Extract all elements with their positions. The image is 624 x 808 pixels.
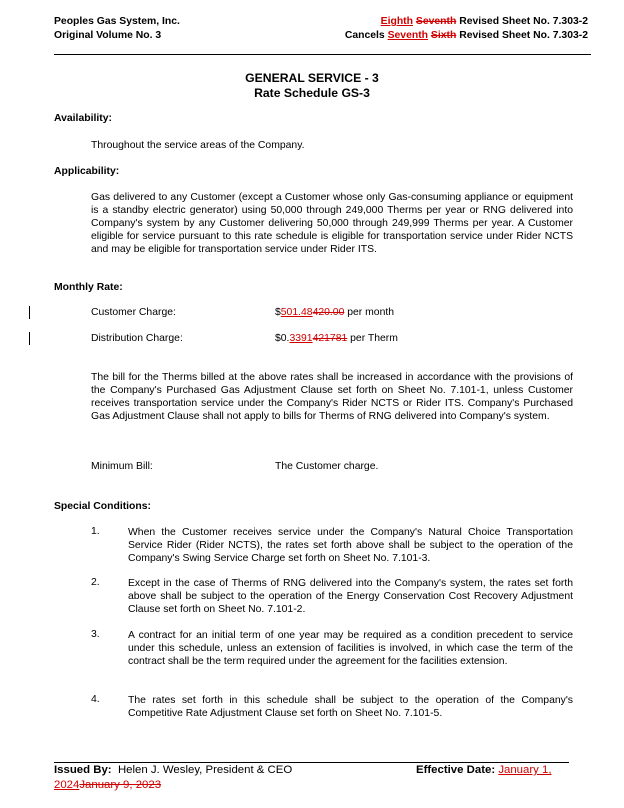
customer-charge-suffix: per month: [344, 307, 395, 318]
distribution-charge-label: Distribution Charge:: [91, 333, 183, 344]
issued-by-value: Helen J. Wesley, President & CEO: [111, 764, 293, 776]
distribution-charge-new: 3391: [289, 333, 313, 344]
condition-number: 3.: [91, 629, 100, 640]
effective-date-label: Effective Date:: [416, 764, 496, 776]
condition-number: 2.: [91, 577, 100, 588]
issued-by-label: Issued By:: [54, 764, 112, 776]
applicability-text: Gas delivered to any Customer (except a Customer whose only Gas-consuming appliance or equipment is a standby electric generator) using 50,000 through 249,000 Therms per year or RNG delivered into Company's system by any Customer delivering 50,000 through 249,999 Therms per year. A Customer eligible for service pursuant to this rate schedule is eligible for transportation service under Rider NCTS and may be eligible for transportation service under Rider ITS.: [91, 192, 573, 255]
monthly-rate-heading: Monthly Rate:: [54, 282, 123, 293]
condition-text: Except in the case of Therms of RNG delivered into the Company's system, the rates set forth above shall be subject to the operation of the Energy Conservation Cost Recovery Adjustment Clause set forth on Sheet No. 7.101-2.: [128, 578, 573, 615]
distribution-charge-suffix: per Therm: [347, 333, 398, 344]
page-subtitle: Rate Schedule GS-3: [254, 86, 370, 100]
customer-charge-label: Customer Charge:: [91, 307, 176, 318]
customer-charge-value: [275, 307, 394, 318]
sheet-old-ordinal: Seventh: [415, 16, 457, 27]
condition-text: A contract for an initial term of one year may be required as a condition precedent to service under this schedule, unless an extension of facilities is involved, in which case the term of the contract shall be the term required under the agreement for the facilities extension.: [128, 630, 573, 667]
volume-number: Original Volume No. 3: [54, 30, 162, 41]
availability-text: Throughout the service areas of the Company.: [91, 140, 305, 151]
cancels-sheet: [345, 29, 588, 43]
customer-charge-old: 420.00: [312, 307, 345, 318]
sheet-number: [345, 15, 588, 29]
effective-date: [416, 763, 552, 778]
cancels-suffix: Revised Sheet No. 7.303-2: [456, 30, 588, 41]
condition-text: When the Customer receives service under the Company's Natural Choice Transportation Service Rider (Rider NCTS), the rates set forth above shall be subject to the operation of the Company's Swing Service Charge set forth on Sheet No. 7.101-3.: [128, 527, 573, 564]
change-bar: [29, 306, 30, 319]
issued-by: [54, 763, 292, 778]
condition-number: 1.: [91, 526, 100, 537]
page-title: GENERAL SERVICE - 3: [245, 71, 379, 85]
header-left: [54, 15, 180, 43]
distribution-charge-value: [275, 333, 398, 344]
minimum-bill-value: The Customer charge.: [275, 461, 379, 472]
cancels-old-ordinal: Sixth: [430, 30, 457, 41]
sheet-new-ordinal: Eighth: [380, 16, 413, 27]
distribution-charge-old: 421781: [312, 333, 348, 344]
distribution-prefix: $0.: [275, 333, 290, 344]
cancels-new-ordinal: Seventh: [387, 30, 429, 41]
effective-date-new: January 1,: [498, 764, 552, 776]
cancels-prefix: Cancels: [344, 30, 388, 41]
availability-heading: Availability:: [54, 113, 112, 124]
effective-date-old: January 9, 2023: [79, 779, 162, 791]
pga-clause-text: The bill for the Therms billed at the above rates shall be increased in accordance with the provisions of the Company's Purchased Gas Adjustment Clause set forth on Sheet No. 7.101-1, unless Customer receives transportation service under the Company's Rider NCTS or Rider ITS. Company's Purchased Gas Adjustment Clause shall not apply to bills for Therms of RNG delivered into Company's system.: [91, 372, 573, 422]
minimum-bill-label: Minimum Bill:: [91, 461, 153, 472]
header-right: [345, 15, 588, 43]
customer-charge-new: 501.48: [280, 307, 313, 318]
change-bar: [29, 332, 30, 345]
condition-number: 4.: [91, 694, 100, 705]
company-name: Peoples Gas System, Inc.: [54, 16, 180, 27]
condition-text: The rates set forth in this schedule shall be subject to the operation of the Company's Competitive Rate Adjustment Clause set forth on Sheet No. 7.101-5.: [128, 695, 573, 719]
effective-year-new: 2024: [54, 779, 80, 791]
special-conditions-heading: Special Conditions:: [54, 501, 151, 512]
sheet-suffix: Revised Sheet No. 7.303-2: [456, 16, 588, 27]
effective-date-continued: [54, 778, 161, 793]
currency-prefix: $: [275, 307, 281, 318]
header-rule: [54, 54, 591, 55]
applicability-heading: Applicability:: [54, 166, 120, 177]
